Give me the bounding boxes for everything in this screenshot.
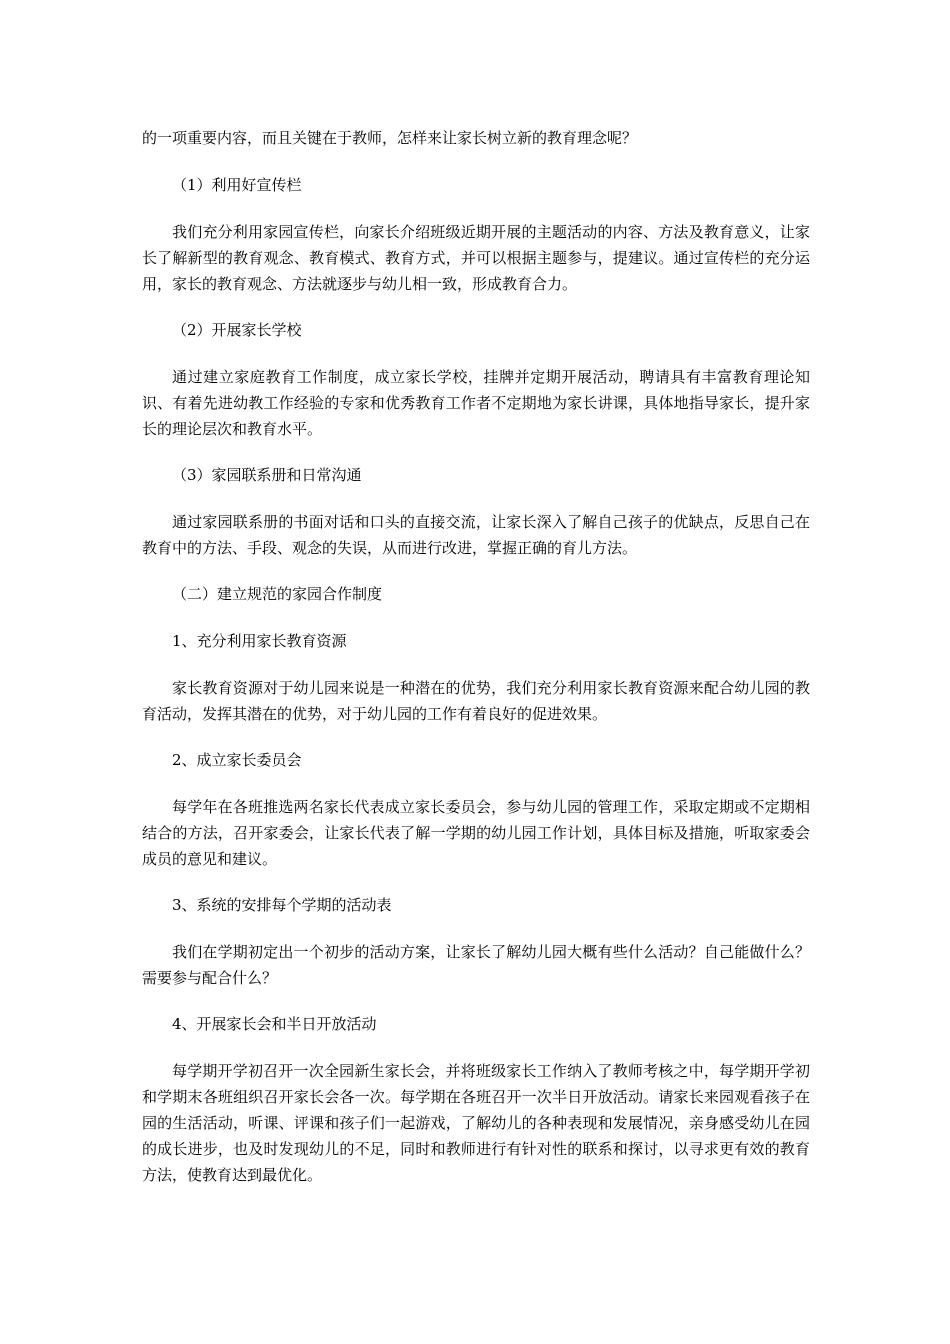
section-heading-activity-schedule: 3、系统的安排每个学期的活动表 bbox=[172, 896, 392, 914]
paragraph-continuation: 的一项重要内容，而且关键在于教师，怎样来让家长树立新的教育理念呢？ bbox=[142, 129, 638, 147]
paragraph-contact-book: 通过家园联系册的书面对话和口头的直接交流，让家长深入了解自己孩子的优缺点，反思自己在教育中的方法、手段、观念的失误，从而进行改进，掌握正确的育儿方法。 bbox=[142, 513, 810, 557]
paragraph-parent-meetings: 每学期开学初召开一次全园新生家长会，并将班级家长工作纳入了教师考核之中，每学期开学初和学期末各班组织召开家长会各一次。每学期在各班召开一次半日开放活动。请家长来园观看孩子在园的生活活动，听课、评课和孩子们一起游戏，了解幼儿的各种表现和发展情况，亲身感受幼儿在园的成长进步，也及时发现幼儿的不足，同时和教师进行有针对性的联系和探讨，以寻求更有效的教育方法，使教育达到最优化。 bbox=[142, 1062, 810, 1184]
section-heading-parent-meetings: 4、开展家长会和半日开放活动 bbox=[172, 1015, 377, 1033]
section-heading-bulletin-board: （1）利用好宣传栏 bbox=[172, 176, 302, 194]
paragraph-parent-school: 通过建立家庭教育工作制度，成立家长学校，挂牌并定期开展活动，聘请具有丰富教育理论知识、有着先进幼教工作经验的专家和优秀教育工作者不定期地为家长讲课，具体地指导家长，提升家长的理论层次和教育水平。 bbox=[142, 368, 810, 438]
paragraph-activity-schedule: 我们在学期初定出一个初步的活动方案，让家长了解幼儿园大概有些什么活动？自己能做什么？需要参与配合什么？ bbox=[142, 943, 810, 987]
section-heading-cooperation-system: （二）建立规范的家园合作制度 bbox=[172, 585, 383, 603]
section-heading-parent-resources: 1、充分利用家长教育资源 bbox=[172, 632, 347, 650]
paragraph-bulletin-board: 我们充分利用家园宣传栏，向家长介绍班级近期开展的主题活动的内容、方法及教育意义，让家长了解新型的教育观念、教育模式、教育方式，并可以根据主题参与，提建议。通过宣传栏的充分运用，家长的教育观念、方法就逐步与幼儿相一致，形成教育合力。 bbox=[142, 223, 810, 293]
section-heading-contact-book: （3）家园联系册和日常沟通 bbox=[172, 466, 362, 484]
section-heading-parent-school: （2）开展家长学校 bbox=[172, 321, 302, 339]
document-body bbox=[142, 125, 810, 1208]
section-heading-parent-committee: 2、成立家长委员会 bbox=[172, 751, 302, 769]
paragraph-parent-committee: 每学年在各班推选两名家长代表成立家长委员会，参与幼儿园的管理工作，采取定期或不定期相结合的方法，召开家委会，让家长代表了解一学期的幼儿园工作计划，具体目标及措施，听取家委会成员的意见和建议。 bbox=[142, 798, 810, 868]
paragraph-parent-resources: 家长教育资源对于幼儿园来说是一种潜在的优势，我们充分利用家长教育资源来配合幼儿园的教育活动，发挥其潜在的优势，对于幼儿园的工作有着良好的促进效果。 bbox=[142, 679, 810, 723]
